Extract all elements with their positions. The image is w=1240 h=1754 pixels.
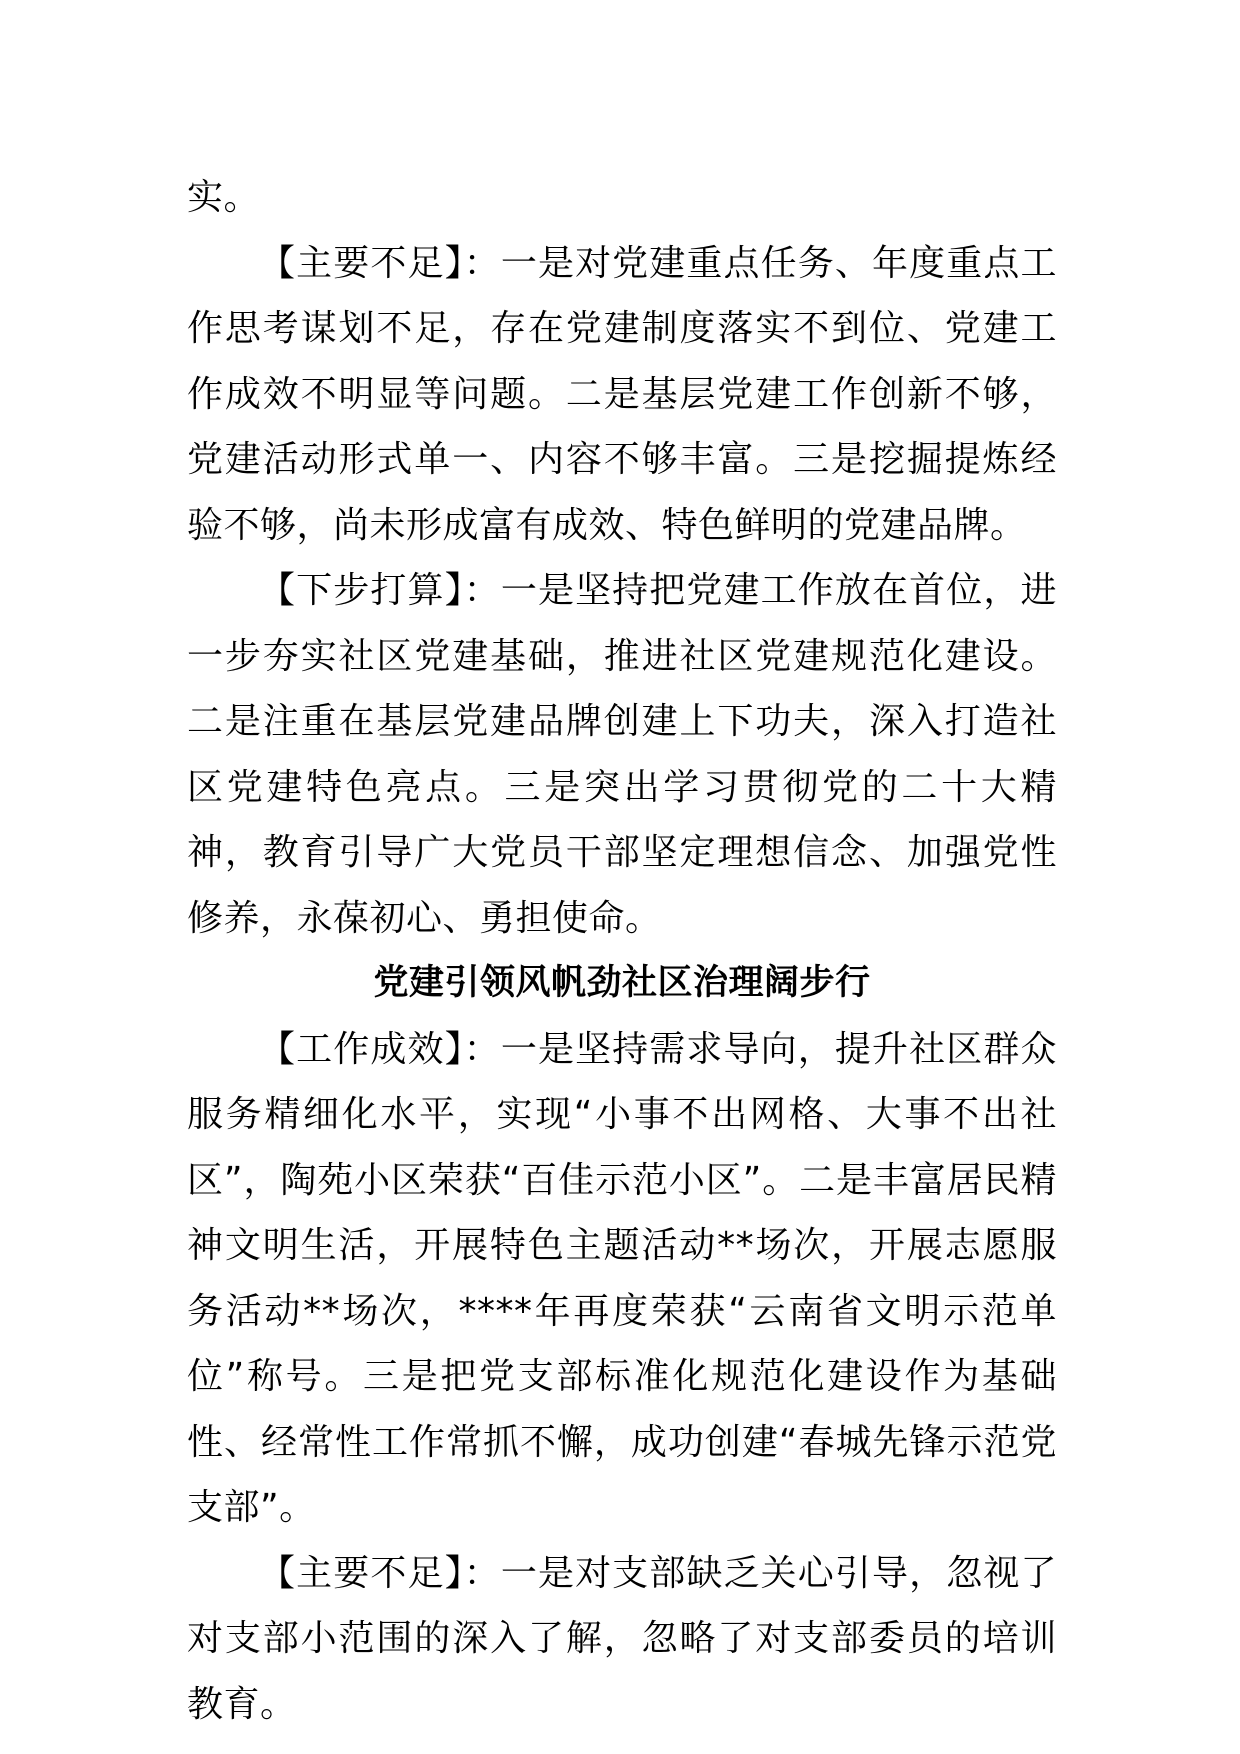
paragraph-work-results: 【工作成效】：一是坚持需求导向，提升社区群众服务精细化水平，实现“小事不出网格、大事不出社区”，陶苑小区荣获“百佳示范小区”。二是丰富居民精神文明生活，开展特色主题活动**场次，开展志愿服务活动**场次，****年再度荣获“云南省文明示范单位”称号。三是把党支部标准化规范化建设作为基础性、经常性工作常抓不懈，成功创建“春城先锋示范党支部”。 xyxy=(187,1028,1057,1528)
paragraph-section-shortcomings: 【主要不足】：一是对支部缺乏关心引导，忽视了对支部小范围的深入了解，忽略了对支部委员的培训教育。 xyxy=(187,1552,1057,1725)
paragraph-main-shortcomings: 【主要不足】：一是对党建重点任务、年度重点工作思考谋划不足，存在党建制度落实不到位、党建工作成效不明显等问题。二是基层党建工作创新不够，党建活动形式单一、内容不够丰富。三是挖掘提炼经验不够，尚未形成富有成效、特色鲜明的党建品牌。 xyxy=(187,242,1057,546)
paragraph-next-steps: 【下步打算】：一是坚持把党建工作放在首位，进一步夯实社区党建基础，推进社区党建规范化建设。二是注重在基层党建品牌创建上下功夫，深入打造社区党建特色亮点。三是突出学习贯彻党的二十大精神，教育引导广大党员干部坚定理想信念、加强党性修养，永葆初心、勇担使命。 xyxy=(187,570,1057,939)
document-body xyxy=(187,165,1057,1737)
paragraph-continuation: 实。 xyxy=(187,177,261,218)
section-title: 党建引领风帆劲社区治理阔步行 xyxy=(373,963,871,1003)
